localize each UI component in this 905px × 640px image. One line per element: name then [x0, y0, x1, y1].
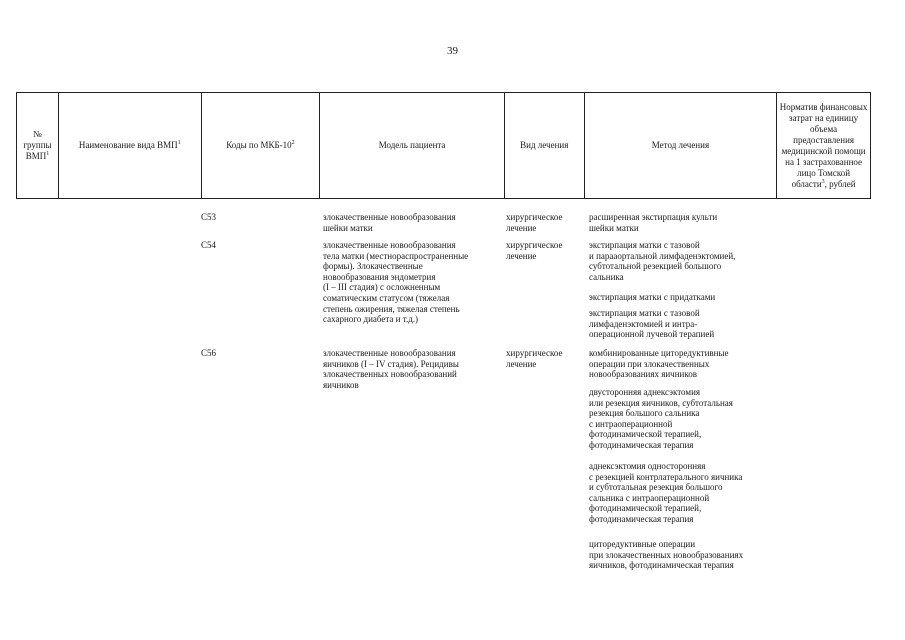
- row-method: расширенная экстирпация культи шейки матки: [589, 212, 718, 233]
- header-patient-model: [320, 93, 505, 198]
- footnote-mark: 1: [46, 151, 50, 157]
- row-method: аднексэктомия односторонняя с резекцией контрлатерального яичника и субтотальная резекция большого сальника с интраоперационной фотодинамической терапией, фотодинамическая терапия: [589, 461, 743, 524]
- header-treatment-type-label: Вид лечения: [520, 140, 569, 150]
- row-treatment-type: хирургическое лечение: [506, 212, 563, 233]
- header-cost-standard-label: Норматив финансовых затрат на единицу объема предоставления медицинской помощи на 1 застрахованное лицо Томской области: [779, 101, 868, 189]
- footnote-mark: 3: [821, 178, 825, 185]
- header-treatment-method-label: Метод лечения: [651, 140, 710, 150]
- row-patient-model: злокачественные новообразования яичников (I – IV стадия). Рецидивы злокачественных новообразований яичников: [323, 348, 459, 390]
- row-method: двусторонняя аднексэктомия или резекция яичников, субтотальная резекция большого сальника с интраоперационной фотодинамической терапией, фотодинамическая терапия: [589, 387, 733, 450]
- page-number: 39: [447, 45, 458, 57]
- header-treatment-method: [585, 93, 778, 198]
- row-method: экстирпация матки с придатками: [589, 292, 716, 302]
- header-icd-codes-label: Коды по МКБ-10: [226, 140, 292, 150]
- header-vmp-name-label: Наименование вида ВМП: [78, 140, 178, 150]
- header-treatment-type: [505, 93, 585, 198]
- row-code: C56: [201, 348, 217, 358]
- row-method: комбинированные циторедуктивные операции при злокачественных новообразованиях яичников: [589, 348, 729, 380]
- header-group-no-label: № группы ВМП: [23, 129, 52, 161]
- header-group-no: [17, 93, 59, 198]
- header-patient-model-label: Модель пациента: [378, 140, 446, 150]
- row-code: C53: [201, 212, 217, 222]
- row-treatment-type: хирургическое лечение: [506, 348, 563, 369]
- row-patient-model: злокачественные новообразования шейки матки: [323, 212, 456, 233]
- footnote-mark: 2: [291, 140, 295, 146]
- row-method: экстирпация матки с тазовой лимфаденэктомией и интра- операционной лучевой терапией: [589, 308, 715, 340]
- row-patient-model: злокачественные новообразования тела матки (местнораспространенные формы). Злокачественные новообразования эндометрия (I – III стадия) с осложненным соматическим статусом (тяжелая степень ожирения, тяжелая степень сахарного диабета и т.д.): [323, 240, 469, 325]
- header-cost-standard-unit: , рублей: [824, 178, 856, 189]
- row-code: C54: [201, 240, 217, 250]
- header-vmp-name: [59, 93, 202, 198]
- row-treatment-type: хирургическое лечение: [506, 240, 563, 261]
- header-icd-codes: [202, 93, 321, 198]
- header-cost-standard: [777, 93, 870, 198]
- row-method: экстирпация матки с тазовой и парааортальной лимфаденэктомией, субтотальной резекцией большого сальника: [589, 240, 736, 282]
- row-method: циторедуктивные операции при злокачественных новообразованиях яичников, фотодинамическая терапия: [589, 539, 744, 571]
- footnote-mark: 1: [177, 140, 181, 146]
- table-header: [16, 92, 871, 199]
